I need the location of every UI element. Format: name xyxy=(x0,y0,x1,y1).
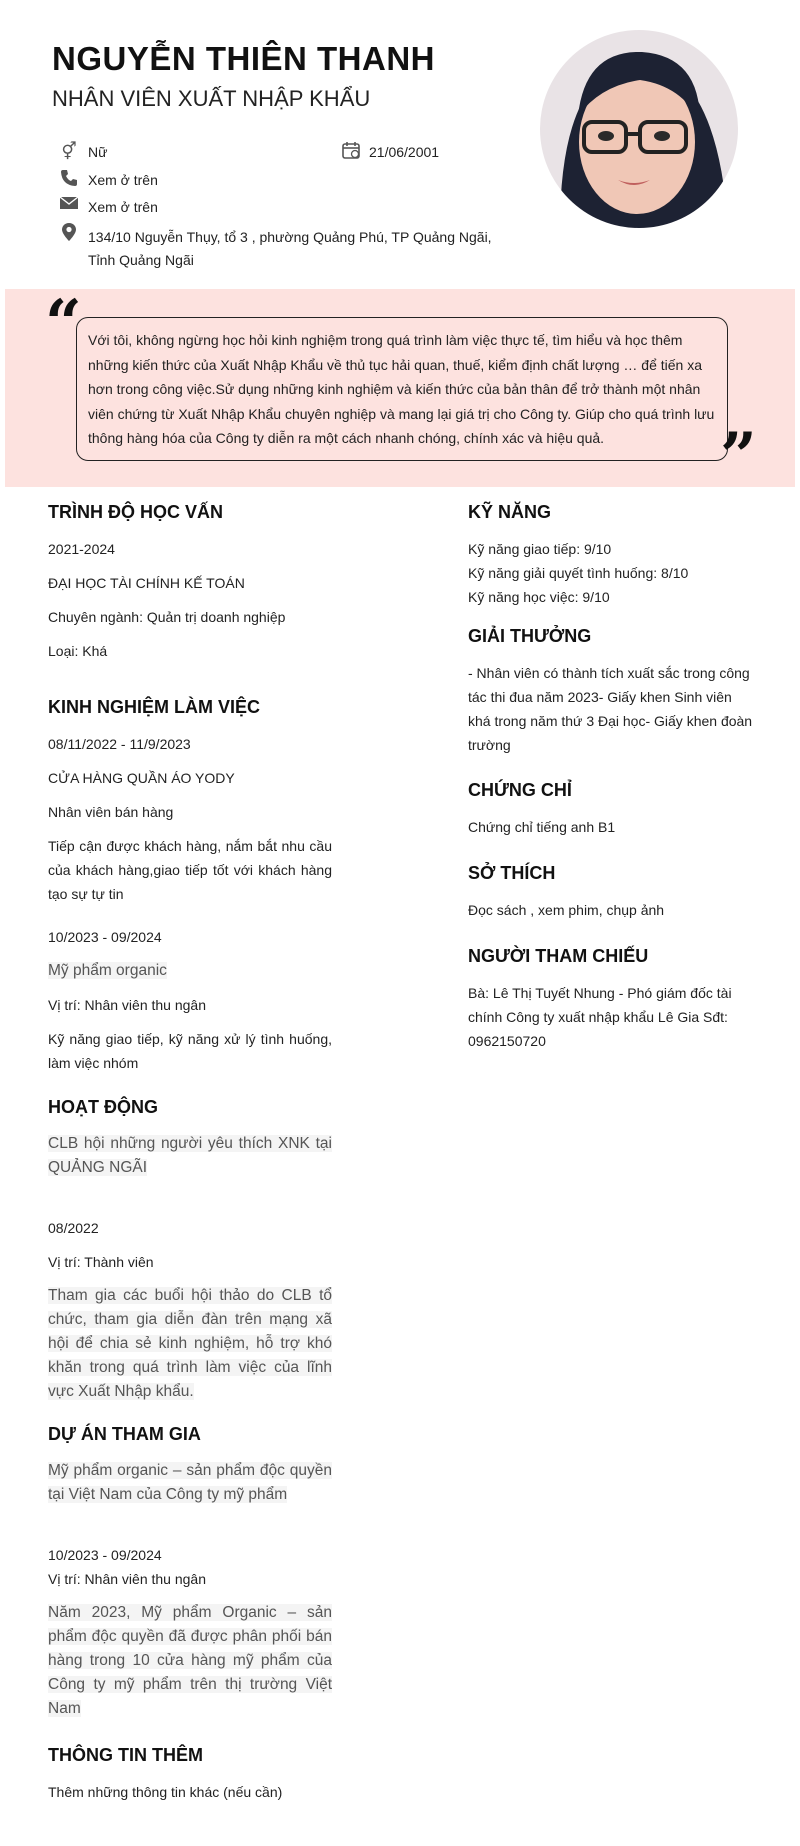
job-period: 08/11/2022 - 11/9/2023 xyxy=(48,736,191,752)
phone-icon xyxy=(58,168,80,188)
phone-value: Xem ở trên xyxy=(88,172,158,188)
email-icon xyxy=(58,195,80,215)
job-position: Nhân viên bán hàng xyxy=(48,804,174,820)
education-major: Chuyên ngành: Quản trị doanh nghiệp xyxy=(48,609,286,625)
open-quote-icon: “ xyxy=(45,286,82,361)
activity-description: Tham gia các buổi hội thảo do CLB tổ chức, tham gia diễn đàn trên mạng xã hội để chia sẻ kinh nghiệm, hỗ trợ khó khăn trong quá trình làm việc của lĩnh vực Xuất Nhập khẩu. xyxy=(48,1287,332,1400)
education-period: 2021-2024 xyxy=(48,541,115,557)
more-info-title: THÔNG TIN THÊM xyxy=(48,1745,203,1765)
gender-icon: ⚥ xyxy=(61,142,77,161)
references-text: Bà: Lê Thị Tuyết Nhung - Phó giám đốc tài chính Công ty xuất nhập khẩu Lê Gia Sđt: 0962150720 xyxy=(468,985,732,1049)
email-value: Xem ở trên xyxy=(88,199,158,215)
skill-item: Kỹ năng giao tiếp: 9/10 xyxy=(468,541,612,557)
job-description: Tiếp cận được khách hàng, nắm bắt nhu cầu của khách hàng,giao tiếp tốt với khách hàng tạo sự tự tin xyxy=(48,838,332,902)
certificates-title: CHỨNG CHỈ xyxy=(468,780,572,800)
awards-title: GIẢI THƯỞNG xyxy=(468,626,592,646)
job-position: Vị trí: Nhân viên thu ngân xyxy=(48,997,206,1013)
birthdate-value: 21/06/2001 xyxy=(369,144,440,160)
activity-description-wrap xyxy=(48,1284,332,1404)
project-name-wrap xyxy=(48,1459,332,1507)
project-position: Vị trí: Nhân viên thu ngân xyxy=(48,1571,206,1587)
activity-position: Vị trí: Thành viên xyxy=(48,1254,154,1270)
career-objective: Với tôi, không ngừng học hỏi kinh nghiệm trong quá trình làm việc thực tế, tìm hiểu và học thêm những kiến thức của Xuất Nhập Khẩu về thủ tục hải quan, thuế, kiểm định chất lượng … để tiến xa hơn trong công việc.Sử dụng những kinh nghiệm và kiến thức của bản thân để trở thành một nhân viên chứng từ Xuất Nhập Khẩu chuyên nghiệp và mang lại giá trị cho Công ty. Giúp cho quá trình lưu thông hàng hóa của Công ty diễn ra một cách nhanh chóng, chính xác và hiệu quả. xyxy=(88,332,715,446)
calendar-icon xyxy=(340,140,362,160)
address-value: 134/10 Nguyễn Thụy, tổ 3 , phường Quảng Phú, TP Quảng Ngãi, Tỉnh Quảng Ngãi xyxy=(88,229,492,268)
awards-text: - Nhân viên có thành tích xuất sắc trong công tác thi đua năm 2023- Giấy khen Sinh viên khá trong năm thứ 3 Đại học- Giấy khen đoàn trường xyxy=(468,665,753,753)
job-company: CỬA HÀNG QUẦN ÁO YODY xyxy=(48,770,235,786)
education-title: TRÌNH ĐỘ HỌC VẤN xyxy=(48,502,223,522)
project-description: Năm 2023, Mỹ phẩm Organic – sản phẩm độc quyền đã được phân phối bán hàng trong 10 cửa hàng mỹ phẩm của Công ty mỹ phẩm trên thị trường Việt Nam xyxy=(48,1604,332,1717)
job-title: NHÂN VIÊN XUẤT NHẬP KHẨU xyxy=(52,86,371,111)
job-period: 10/2023 - 09/2024 xyxy=(48,929,162,945)
job-description: Kỹ năng giao tiếp, kỹ năng xử lý tình huống, làm việc nhóm xyxy=(48,1031,332,1071)
location-icon xyxy=(58,222,80,242)
skill-item: Kỹ năng học việc: 9/10 xyxy=(468,589,610,605)
project-name: Mỹ phẩm organic – sản phẩm độc quyền tại Việt Nam của Công ty mỹ phẩm xyxy=(48,1462,332,1503)
more-info-text: Thêm những thông tin khác (nếu cần) xyxy=(48,1784,283,1800)
activity-org: CLB hội những người yêu thích XNK tại QUẢNG NGÃI xyxy=(48,1135,332,1176)
certificates-text: Chứng chỉ tiếng anh B1 xyxy=(468,819,616,835)
job-company-wrap xyxy=(48,959,332,983)
hobbies-text: Đọc sách , xem phim, chụp ảnh xyxy=(468,902,665,918)
references-title: NGƯỜI THAM CHIẾU xyxy=(468,946,649,966)
skill-item: Kỹ năng giải quyết tình huống: 8/10 xyxy=(468,565,689,581)
activity-period: 08/2022 xyxy=(48,1220,99,1236)
close-quote-icon: ” xyxy=(720,419,757,494)
avatar xyxy=(540,30,738,228)
job-company: Mỹ phẩm organic xyxy=(48,962,167,979)
projects-title: DỰ ÁN THAM GIA xyxy=(48,1424,201,1444)
education-grade: Loại: Khá xyxy=(48,643,108,659)
project-period: 10/2023 - 09/2024 xyxy=(48,1547,162,1563)
gender-value: Nữ xyxy=(88,144,108,160)
candidate-name: NGUYỄN THIÊN THANH xyxy=(52,40,436,77)
skills-title: KỸ NĂNG xyxy=(468,502,552,522)
activities-title: HOẠT ĐỘNG xyxy=(48,1097,158,1117)
project-description-wrap xyxy=(48,1601,332,1721)
experience-title: KINH NGHIỆM LÀM VIỆC xyxy=(48,697,261,717)
education-school: ĐẠI HỌC TÀI CHÍNH KẾ TOÁN xyxy=(48,575,245,591)
hobbies-title: SỞ THÍCH xyxy=(468,863,556,883)
activity-org-wrap xyxy=(48,1132,332,1180)
